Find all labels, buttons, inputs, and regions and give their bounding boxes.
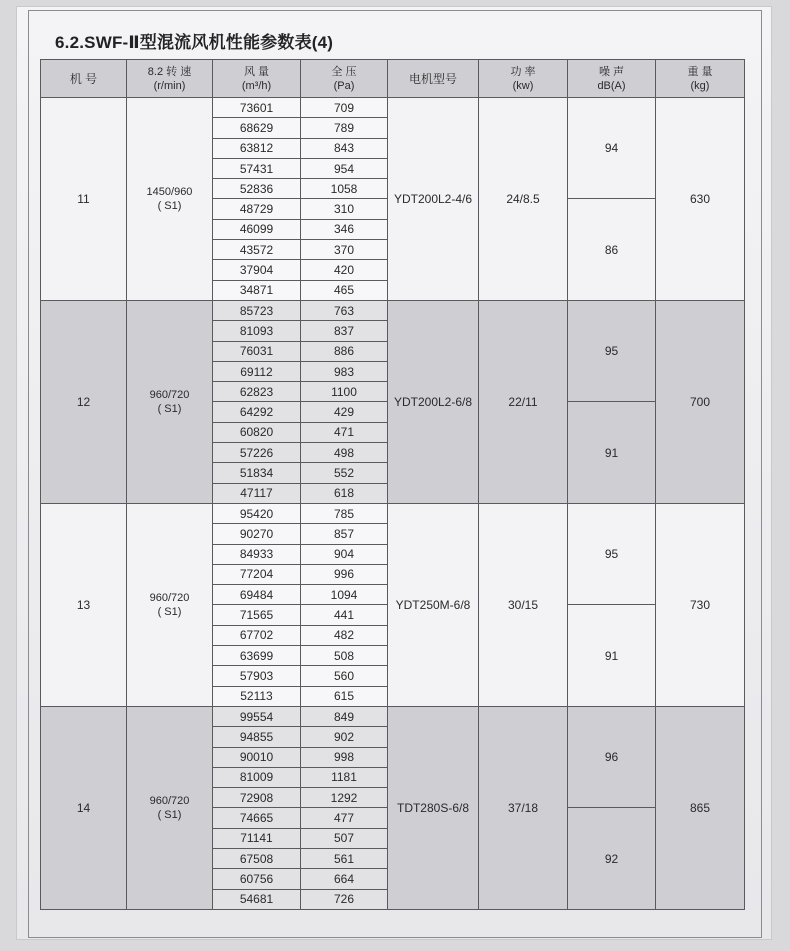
pressure-cell: 552 [301,463,388,483]
flow-cell: 63812 [213,138,301,158]
flow-cell: 95420 [213,503,301,523]
flow-cell: 43572 [213,240,301,260]
flow-cell: 71141 [213,828,301,848]
pressure-cell: 785 [301,503,388,523]
motor-cell: YDT200L2-6/8 [388,300,479,503]
flow-cell: 48729 [213,199,301,219]
flow-cell: 76031 [213,341,301,361]
flow-cell: 69484 [213,585,301,605]
performance-table [40,59,745,910]
flow-cell: 72908 [213,788,301,808]
pressure-cell: 420 [301,260,388,280]
header-row [41,60,745,98]
pressure-cell: 561 [301,848,388,868]
table-title: 6.2.SWF-Ⅱ型混流风机性能参数表(4) [55,33,334,52]
pressure-cell: 618 [301,483,388,503]
speed-cell [127,98,213,301]
pressure-cell: 370 [301,240,388,260]
speed-note: ( S1) [157,402,182,415]
header-pressure: 全 压 (Pa) [301,60,388,98]
pressure-cell: 429 [301,402,388,422]
motor-cell: YDT250M-6/8 [388,503,479,706]
pressure-cell: 1181 [301,767,388,787]
header-flow: 风 量 (m³/h) [213,60,301,98]
noise-cell: 92 [568,808,656,909]
flow-cell: 94855 [213,727,301,747]
flow-cell: 77204 [213,564,301,584]
header-noise: 噪 声 dB(A) [568,60,656,98]
speed-cell [127,706,213,909]
flow-cell: 84933 [213,544,301,564]
pressure-cell: 837 [301,321,388,341]
header-weight: 重 量 (kg) [656,60,745,98]
speed-value: 960/720 [149,388,190,401]
flow-cell: 52836 [213,179,301,199]
pressure-cell: 1094 [301,585,388,605]
pressure-cell: 857 [301,524,388,544]
flow-cell: 99554 [213,706,301,726]
header-power: 功 率 (kw) [479,60,568,98]
motor-cell: TDT280S-6/8 [388,706,479,909]
flow-cell: 69112 [213,361,301,381]
pressure-cell: 904 [301,544,388,564]
flow-cell: 62823 [213,382,301,402]
flow-cell: 57431 [213,158,301,178]
pressure-cell: 508 [301,646,388,666]
noise-cell: 96 [568,706,656,807]
flow-cell: 74665 [213,808,301,828]
pressure-cell: 615 [301,686,388,706]
pressure-cell: 763 [301,300,388,320]
weight-cell: 865 [656,706,745,909]
flow-cell: 81009 [213,767,301,787]
pressure-cell: 998 [301,747,388,767]
pressure-cell: 346 [301,219,388,239]
flow-cell: 52113 [213,686,301,706]
flow-cell: 51834 [213,463,301,483]
pressure-cell: 886 [301,341,388,361]
model-no-cell: 11 [41,98,127,301]
speed-note: ( S1) [157,808,182,821]
flow-cell: 54681 [213,889,301,909]
speed-value: 960/720 [149,794,190,807]
noise-cell: 86 [568,199,656,300]
pressure-cell: 471 [301,422,388,442]
pressure-cell: 789 [301,118,388,138]
flow-cell: 63699 [213,646,301,666]
pressure-cell: 954 [301,158,388,178]
table-row [41,98,745,118]
pressure-cell: 441 [301,605,388,625]
pressure-cell: 996 [301,564,388,584]
flow-cell: 64292 [213,402,301,422]
model-no-cell: 12 [41,300,127,503]
pressure-cell: 664 [301,869,388,889]
flow-cell: 85723 [213,300,301,320]
pressure-cell: 709 [301,98,388,118]
flow-cell: 68629 [213,118,301,138]
flow-cell: 57226 [213,443,301,463]
header-model-no: 机 号 [41,60,127,98]
pressure-cell: 726 [301,889,388,909]
pressure-cell: 310 [301,199,388,219]
pressure-cell: 1058 [301,179,388,199]
model-no-cell: 13 [41,503,127,706]
flow-cell: 90010 [213,747,301,767]
flow-cell: 67702 [213,625,301,645]
pressure-cell: 1292 [301,788,388,808]
speed-cell [127,503,213,706]
flow-cell: 46099 [213,219,301,239]
flow-cell: 34871 [213,280,301,300]
motor-cell: YDT200L2-4/6 [388,98,479,301]
pressure-cell: 482 [301,625,388,645]
pressure-cell: 498 [301,443,388,463]
pressure-cell: 902 [301,727,388,747]
noise-cell: 91 [568,605,656,706]
table-row [41,300,745,320]
flow-cell: 60820 [213,422,301,442]
flow-cell: 37904 [213,260,301,280]
pressure-cell: 465 [301,280,388,300]
speed-value: 1450/960 [146,185,193,198]
weight-cell: 630 [656,98,745,301]
flow-cell: 81093 [213,321,301,341]
pressure-cell: 560 [301,666,388,686]
pressure-cell: 983 [301,361,388,381]
pressure-cell: 843 [301,138,388,158]
speed-note: ( S1) [157,605,182,618]
noise-cell: 95 [568,300,656,401]
power-cell: 37/18 [479,706,568,909]
pressure-cell: 849 [301,706,388,726]
table-row [41,503,745,523]
pressure-cell: 1100 [301,382,388,402]
header-motor: 电机型号 [388,60,479,98]
weight-cell: 700 [656,300,745,503]
power-cell: 24/8.5 [479,98,568,301]
noise-cell: 94 [568,98,656,199]
noise-cell: 91 [568,402,656,503]
flow-cell: 67508 [213,848,301,868]
flow-cell: 57903 [213,666,301,686]
table-row [41,706,745,726]
header-speed: 8.2 转 速 (r/min) [127,60,213,98]
flow-cell: 90270 [213,524,301,544]
flow-cell: 73601 [213,98,301,118]
speed-cell [127,300,213,503]
weight-cell: 730 [656,503,745,706]
flow-cell: 47117 [213,483,301,503]
pressure-cell: 507 [301,828,388,848]
speed-value: 960/720 [149,591,190,604]
noise-cell: 95 [568,503,656,604]
model-no-cell: 14 [41,706,127,909]
pressure-cell: 477 [301,808,388,828]
flow-cell: 71565 [213,605,301,625]
power-cell: 30/15 [479,503,568,706]
power-cell: 22/11 [479,300,568,503]
flow-cell: 60756 [213,869,301,889]
speed-note: ( S1) [157,199,182,212]
